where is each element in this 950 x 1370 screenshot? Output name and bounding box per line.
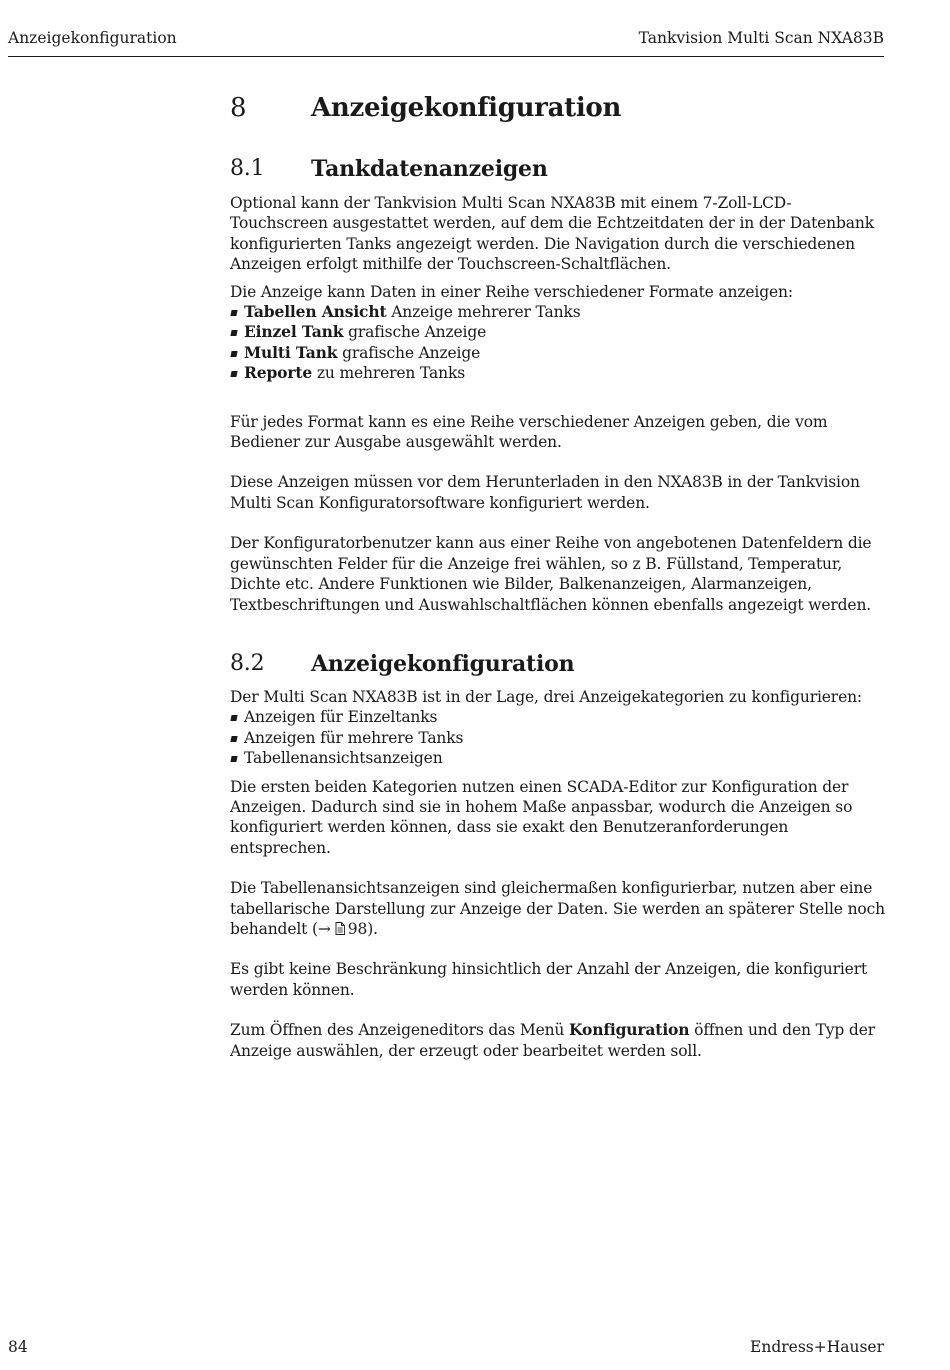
paragraph-text: Zum Öffnen des Anzeigeneditors das Menü (230, 1021, 570, 1040)
menu-name: Konfiguration (569, 1020, 690, 1040)
paragraph: Diese Anzeigen müssen vor dem Herunterladen in den NXA83B in der Tankvision Multi Scan Konfiguratorsoftware konfiguriert werden. (230, 473, 860, 512)
paragraph: Optional kann der Tankvision Multi Scan NXA83B mit einem 7-Zoll-LCD-Touchscreen ausgestattet werden, auf dem die Echtzeitdaten der in der Datenbank konfigurierten Tanks angezeigt werden. Die Navigation durch die verschiedenen Anzeigen erfolgt mithilfe der Touchscreen-Schaltflächen. (230, 194, 874, 274)
section-number: 8.1 (230, 156, 265, 181)
page-reference-icon (335, 922, 345, 935)
list-item-text: grafische Anzeige (337, 343, 481, 362)
paragraph: Der Multi Scan NXA83B ist in der Lage, drei Anzeigekategorien zu konfigurieren: (230, 687, 862, 706)
list-item-text: zu mehreren Tanks (312, 364, 465, 383)
section-title: Anzeigekonfiguration (311, 650, 575, 677)
category-list (230, 707, 886, 768)
page-number: 84 (8, 1338, 28, 1356)
list-item-term: Tabellen Ansicht (244, 302, 387, 322)
list-item-term: Einzel Tank (244, 322, 344, 342)
format-list (230, 302, 886, 384)
paragraph: Die Anzeige kann Daten in einer Reihe verschiedener Formate anzeigen: (230, 282, 793, 301)
list-item (230, 302, 886, 322)
section-number: 8.2 (230, 650, 265, 676)
list-item: Anzeigen für mehrere Tanks (230, 728, 886, 748)
list-item-text: grafische Anzeige (343, 323, 487, 342)
chapter-title: Anzeigekonfiguration (311, 93, 622, 123)
list-item-term: Multi Tank (244, 342, 338, 362)
list-item-term: Reporte (244, 363, 313, 383)
list-item: Tabellenansichtsanzeigen (230, 748, 886, 768)
paragraph-text: öffnen und den Typ der Anzeige auswählen, der erzeugt oder bearbeitet werden soll. (230, 1021, 875, 1060)
main-content (230, 88, 886, 1061)
paragraph: Für jedes Format kann es eine Reihe verschiedener Anzeigen geben, die vom Bediener zur Ausgabe ausgewählt werden. (230, 412, 828, 452)
paragraph (230, 1020, 886, 1061)
section-title: Tankdatenanzeigen (311, 156, 548, 182)
list-item (230, 322, 886, 342)
paragraph: Der Konfiguratorbenutzer kann aus einer Reihe von angebotenen Datenfeldern die gewünschten Felder für die Anzeige frei wählen, so z B. Füllstand, Temperatur, Dichte etc. Andere Funktionen wie Bilder, Balkenanzeigen, Alarmanzeigen, Textbeschriftungen und Auswahlschaltflächen können ebenfalls angezeigt werden. (230, 534, 872, 614)
page-reference-link[interactable]: 98 (347, 919, 368, 938)
list-item-text: Anzeige mehrerer Tanks (386, 303, 581, 322)
section-heading-8-1 (230, 154, 886, 184)
running-header (8, 28, 884, 50)
chapter-heading (230, 88, 886, 128)
header-product-name: Tankvision Multi Scan NXA83B (638, 29, 884, 47)
list-item: Anzeigen für Einzeltanks (230, 707, 886, 727)
paragraph: Die ersten beiden Kategorien nutzen einen SCADA-Editor zur Konfiguration der Anzeigen. Dadurch sind sie in hohem Maße anpassbar, wodurch die Anzeigen so konfiguriert werden können, dass sie exakt den Benutzeranforderungen entsprechen. (230, 777, 853, 857)
paragraph (230, 878, 886, 939)
paragraph: Es gibt keine Beschränkung hinsichtlich der Anzahl der Anzeigen, die konfiguriert werden können. (230, 960, 868, 999)
section-heading-8-2 (230, 649, 886, 679)
paragraph-text: Die Tabellenansichtsanzeigen sind gleichermaßen konfigurierbar, nutzen aber eine tabellarische Darstellung zur Anzeige der Daten. Sie werden an späterer Stelle noch behandelt (→ (230, 879, 885, 938)
header-chapter-title: Anzeigekonfiguration (8, 29, 177, 47)
list-item (230, 363, 886, 383)
brand-name: Endress+Hauser (750, 1338, 884, 1356)
paragraph-text: ). (367, 919, 378, 938)
chapter-number: 8 (230, 93, 247, 123)
list-item (230, 343, 886, 363)
header-divider (8, 56, 884, 57)
